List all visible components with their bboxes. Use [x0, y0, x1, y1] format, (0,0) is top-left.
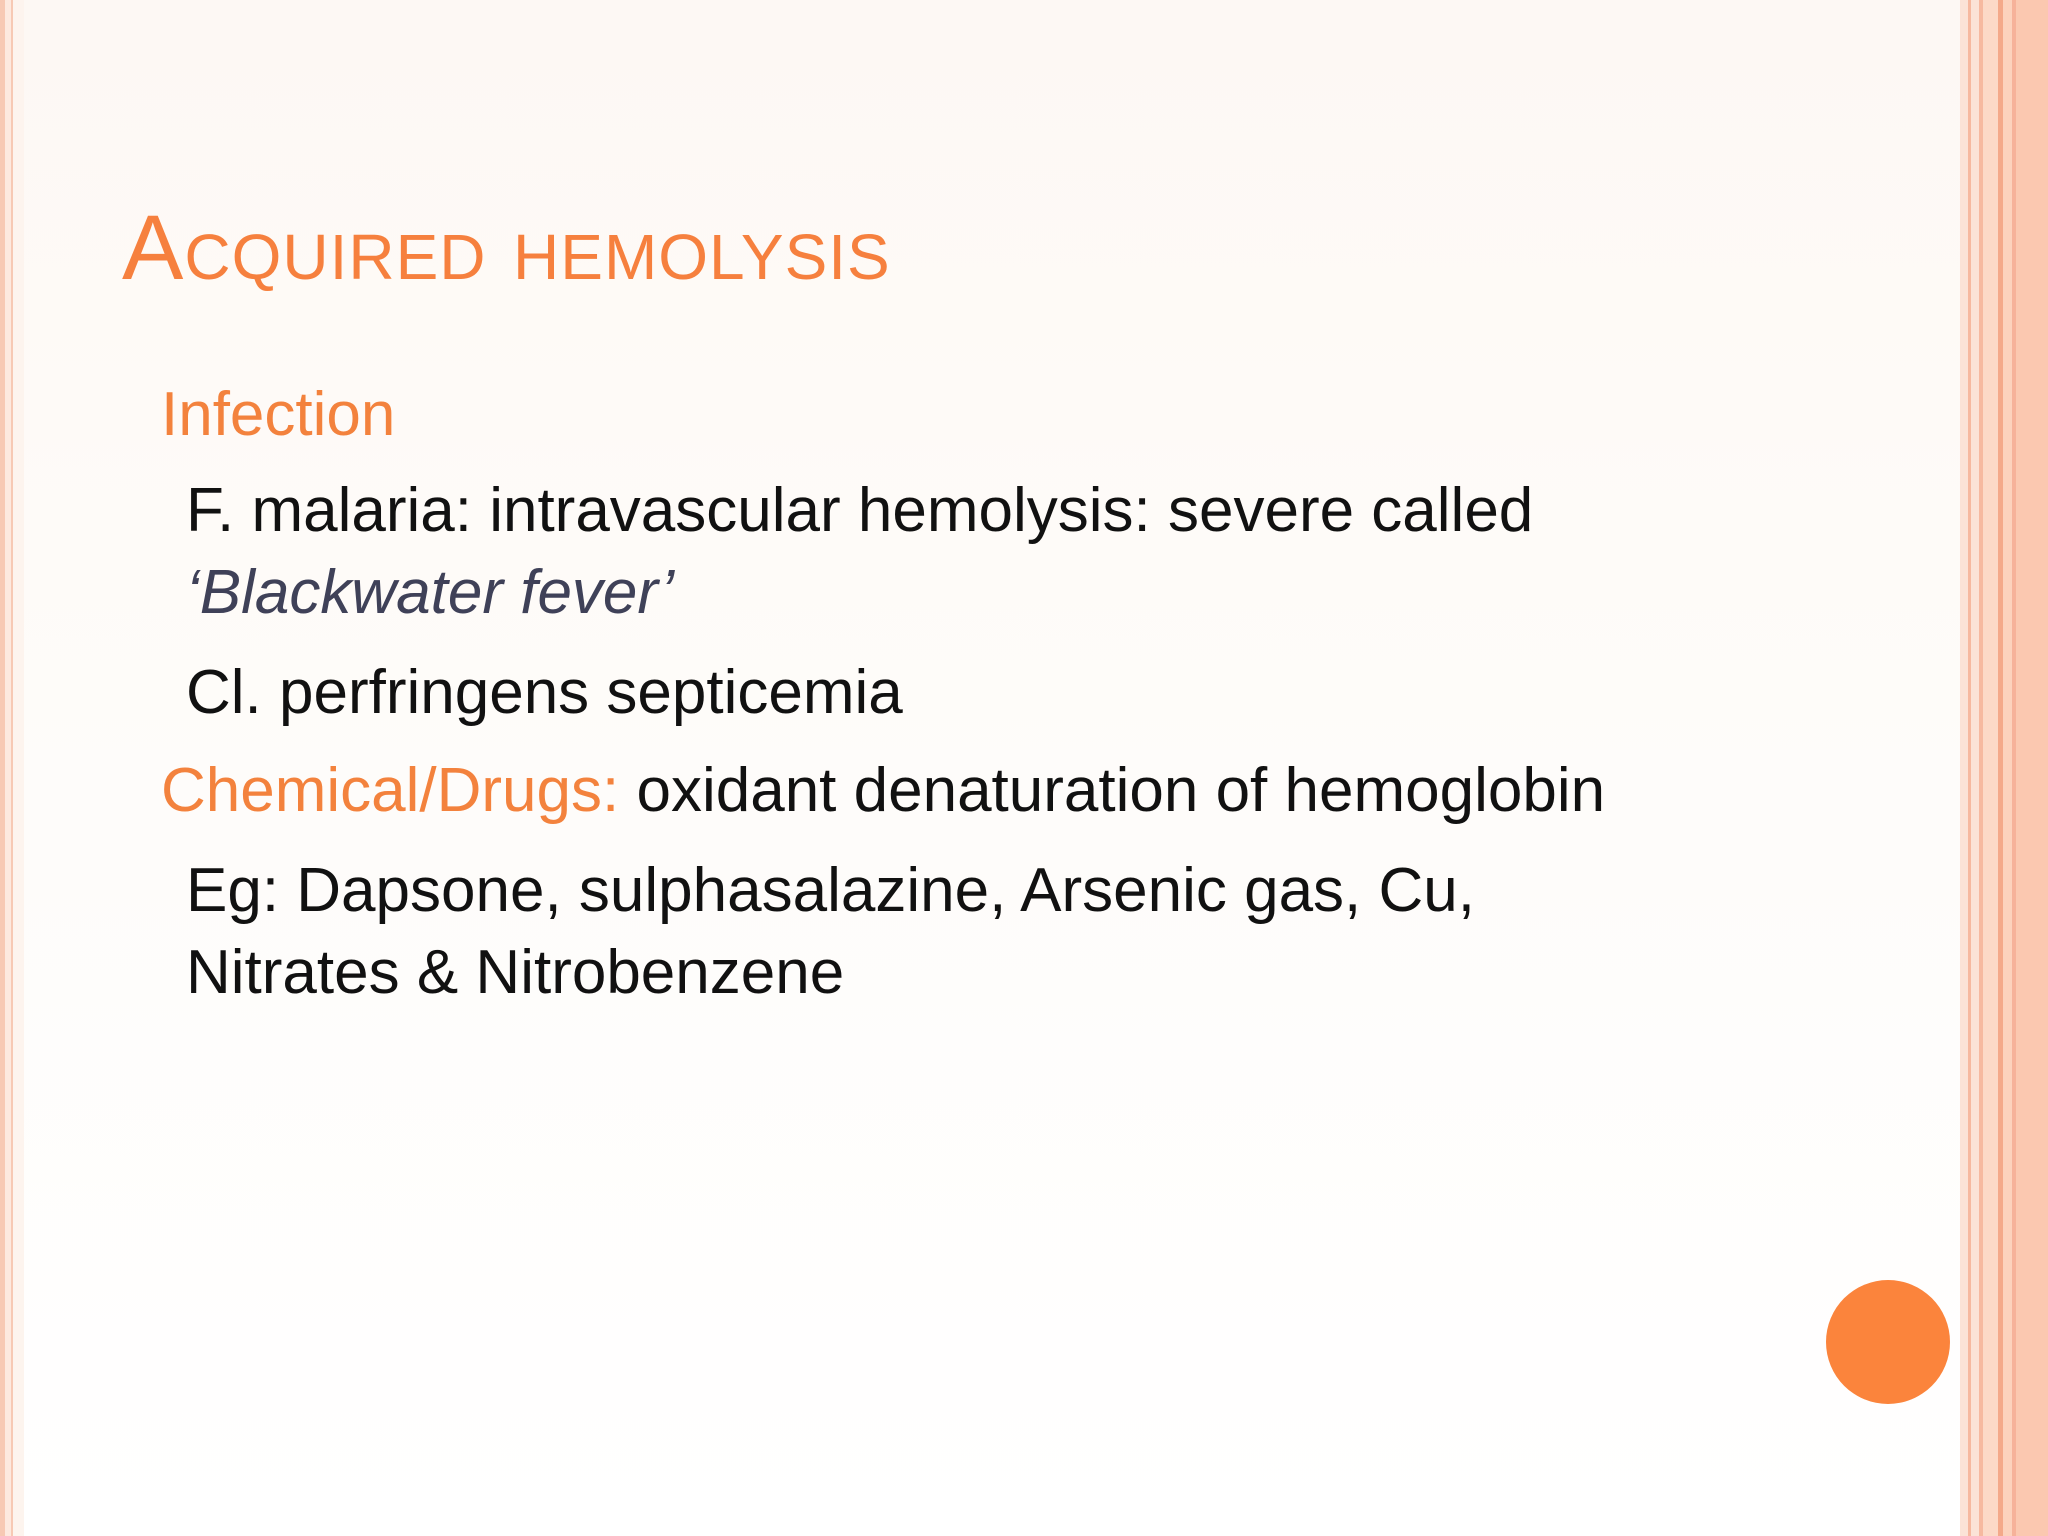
infection-heading: Infection: [161, 380, 396, 449]
slide-title: Acquired hemolysis: [122, 197, 891, 299]
examples-line-2: Nitrates & Nitrobenzene: [186, 938, 845, 1007]
right-stripes-decoration: [1960, 0, 2048, 1536]
clostridium-line: Cl. perfringens septicemia: [186, 658, 903, 727]
chemical-drugs-heading: Chemical/Drugs:: [161, 756, 620, 825]
malaria-line: F. malaria: intravascular hemolysis: severe called: [186, 476, 1534, 545]
chemical-drugs-description: oxidant denaturation of hemoglobin: [619, 756, 1606, 825]
chemical-drugs-line: [161, 756, 1606, 825]
left-border-decoration: [0, 0, 24, 1536]
blackwater-fever-line: ‘Blackwater fever’: [186, 558, 675, 627]
orange-circle-decoration: [1826, 1280, 1950, 1404]
examples-line-1: Eg: Dapsone, sulphasalazine, Arsenic gas, Cu,: [186, 856, 1475, 925]
